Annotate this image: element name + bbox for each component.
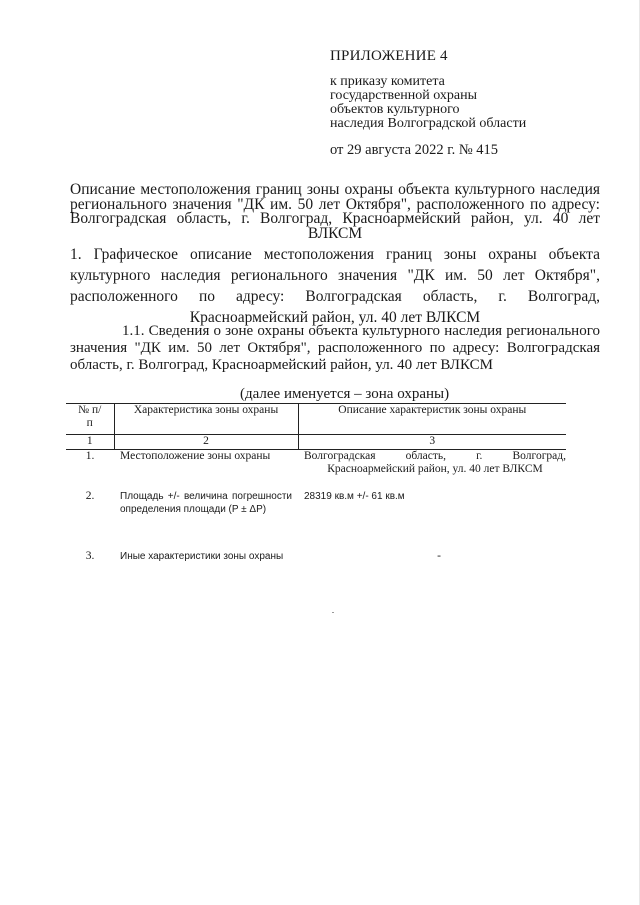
- table-row: [66, 550, 566, 563]
- subsection-1-1-note: (далее именуется – зона охраны): [240, 386, 450, 402]
- header-number: [66, 404, 114, 435]
- protection-zone-table: [66, 403, 566, 563]
- section-1-heading: 1. Графическое описание местоположения границ зоны охраны объекта культурного наследия регионального значения "ДК им. 50 лет Октября", расположенного по адресу: Волгоградская область, г. Волгоград, Красноармейский район, ул. 40 лет ВЛКСМ: [70, 246, 600, 326]
- row-characteristic: Местоположение зоны охраны: [120, 450, 271, 462]
- order-line: наследия Волгоградской области: [330, 116, 527, 131]
- order-line: объектов культурного: [330, 102, 460, 117]
- column-number: 1: [66, 435, 114, 450]
- subsection-1-1-text: 1.1. Сведения о зоне охраны объекта культурного наследия регионального значения "ДК им. 50 лет Октября", расположенного по адресу: Волгоградская область, г. Волгоград, Красноармейский район, ул. 40 лет ВЛКСМ: [70, 323, 600, 373]
- scan-speck: [332, 612, 334, 613]
- order-date: от 29 августа 2022 г. № 415: [330, 142, 499, 158]
- row-number: 1.: [85, 450, 95, 462]
- table-row: [66, 450, 566, 491]
- row-characteristic: Площадь +/- величина погрешности определения площади (P ± ΔP): [120, 491, 292, 515]
- row-characteristic: Иные характеристики зоны охраны: [120, 551, 284, 562]
- row-description: Волгоградская область, г. Волгоград, Красноармейский район, ул. 40 лет ВЛКСМ: [304, 450, 566, 475]
- appendix-label: ПРИЛОЖЕНИЕ 4: [330, 48, 448, 64]
- header-description: Описание характеристик зоны охраны: [298, 404, 566, 435]
- empty-value-dash: -: [437, 550, 441, 562]
- row-description: 28319 кв.м +/- 61 кв.м: [304, 491, 405, 502]
- table-header-row: [66, 404, 566, 435]
- table-column-numbers-row: [66, 435, 566, 450]
- order-line: государственной охраны: [330, 88, 478, 103]
- document-title: Описание местоположения границ зоны охраны объекта культурного наследия регионального значения "ДК им. 50 лет Октября", расположенного по адресу: Волгоградская область, г. Волгоград, Красноармейский район, ул. 40 лет ВЛКСМ: [70, 181, 600, 242]
- row-number: 2.: [85, 490, 95, 502]
- row-number: 3.: [85, 550, 95, 562]
- header-number-text: № п/п: [78, 404, 102, 429]
- table-row: [66, 490, 566, 550]
- order-reference: [330, 75, 526, 131]
- column-number: 2: [114, 435, 298, 450]
- column-number: 3: [298, 435, 566, 450]
- order-line: к приказу комитета: [330, 74, 445, 89]
- header-characteristic: Характеристика зоны охраны: [114, 404, 298, 435]
- row-description: [298, 550, 566, 563]
